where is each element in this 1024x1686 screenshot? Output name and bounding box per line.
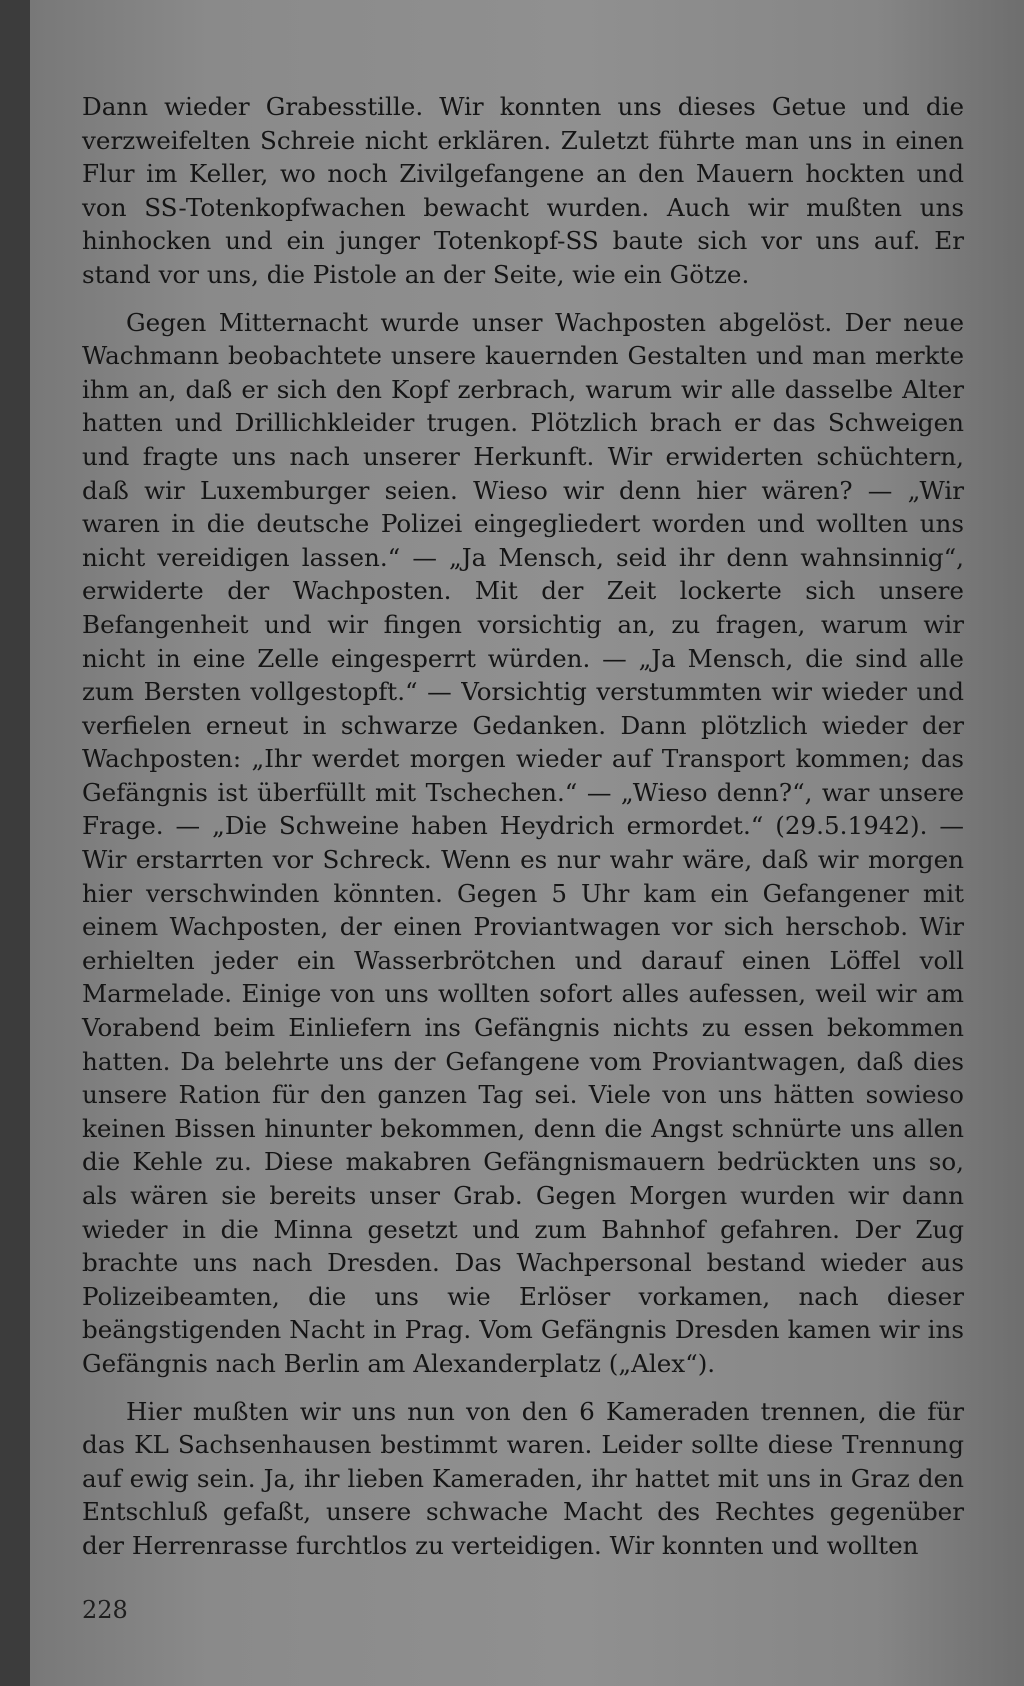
paragraph-3: Hier mußten wir uns nun von den 6 Kameraden trennen, die für das KL Sachsenhausen bestimmt waren. Leider sollte diese Trennung auf ewig sein. Ja, ihr lieben Kameraden, ihr hattet mit uns in Graz den Entschluß gefaßt, unsere schwache Macht des Rechtes gegenüber der Herrenrasse furchtlos zu verteidigen. Wir konnten und wollten [82, 1396, 964, 1560]
page-number: 228 [82, 1596, 128, 1624]
paragraph-2: Gegen Mitternacht wurde unser Wachposten abgelöst. Der neue Wachmann beobachtete unsere kauernden Gestalten und man merkte ihm an, daß er sich den Kopf zerbrach, warum wir alle dasselbe Alter hatten und Drillichkleider trugen. Plötzlich brach er das Schweigen und fragte uns nach unserer Herkunft. Wir erwiderten schüchtern, daß wir Luxemburger seien. Wieso wir denn hier wären? — „Wir waren in die deutsche Polizei eingegliedert worden und wollten uns nicht vereidigen lassen.“ — „Ja Mensch, seid ihr denn wahnsinnig“, erwiderte der Wachposten. Mit der Zeit lockerte sich unsere Befangenheit und wir fingen vorsichtig an, zu fragen, warum wir nicht in eine Zelle eingesperrt würden. — „Ja Mensch, die sind alle zum Bersten vollgestopft.“ — Vorsichtig verstummten wir wieder und verfielen erneut in schwarze Gedanken. Dann plötzlich wieder der Wachposten: „Ihr werdet morgen wieder auf Transport kommen; das Gefängnis ist überfüllt mit Tschechen.“ — „Wieso denn?“, war unsere Frage. — „Die Schweine haben Heydrich ermordet.“ (29.5.1942). — Wir erstarrten vor Schreck. Wenn es nur wahr wäre, daß wir morgen hier verschwinden könnten. Gegen 5 Uhr kam ein Gefangener mit einem Wachposten, der einen Proviantwagen vor sich herschob. Wir erhielten jeder ein Wasserbrötchen und darauf einen Löffel voll Marmelade. Einige von uns wollten sofort alles aufessen, weil wir am Vorabend beim Einliefern ins Gefängnis nichts zu essen bekommen hatten. Da belehrte uns der Gefangene vom Proviantwagen, daß dies unsere Ration für den ganzen Tag sei. Viele von uns hätten sowieso keinen Bissen hinunter bekommen, denn die Angst schnürte uns allen die Kehle zu. Diese makabren Gefängnismauern bedrückten uns so, als wären sie bereits unser Grab. Gegen Morgen wurden wir dann wieder in die Minna gesetzt und zum Bahnhof gefahren. Der Zug brachte uns nach Dresden. Das Wachpersonal bestand wieder aus Polizeibeamten, die uns wie Erlöser vorkamen, nach dieser beängstigenden Nacht in Prag. Vom Gefängnis Dresden kamen wir ins Gefängnis nach Berlin am Alexanderplatz („Alex“). [82, 307, 964, 1378]
paragraph-1: Dann wieder Grabesstille. Wir konnten uns dieses Getue und die verzweifelten Schreie nicht erklären. Zuletzt führte man uns in einen Flur im Keller, wo noch Zivilgefangene an den Mauern hockten und von SS-Totenkopfwachen bewacht wurden. Auch wir mußten uns hinhocken und ein junger Totenkopf-SS baute sich vor uns auf. Er stand vor uns, die Pistole an der Seite, wie ein Götze. [82, 92, 964, 289]
body-text [82, 90, 964, 1577]
book-page [30, 0, 1024, 1686]
